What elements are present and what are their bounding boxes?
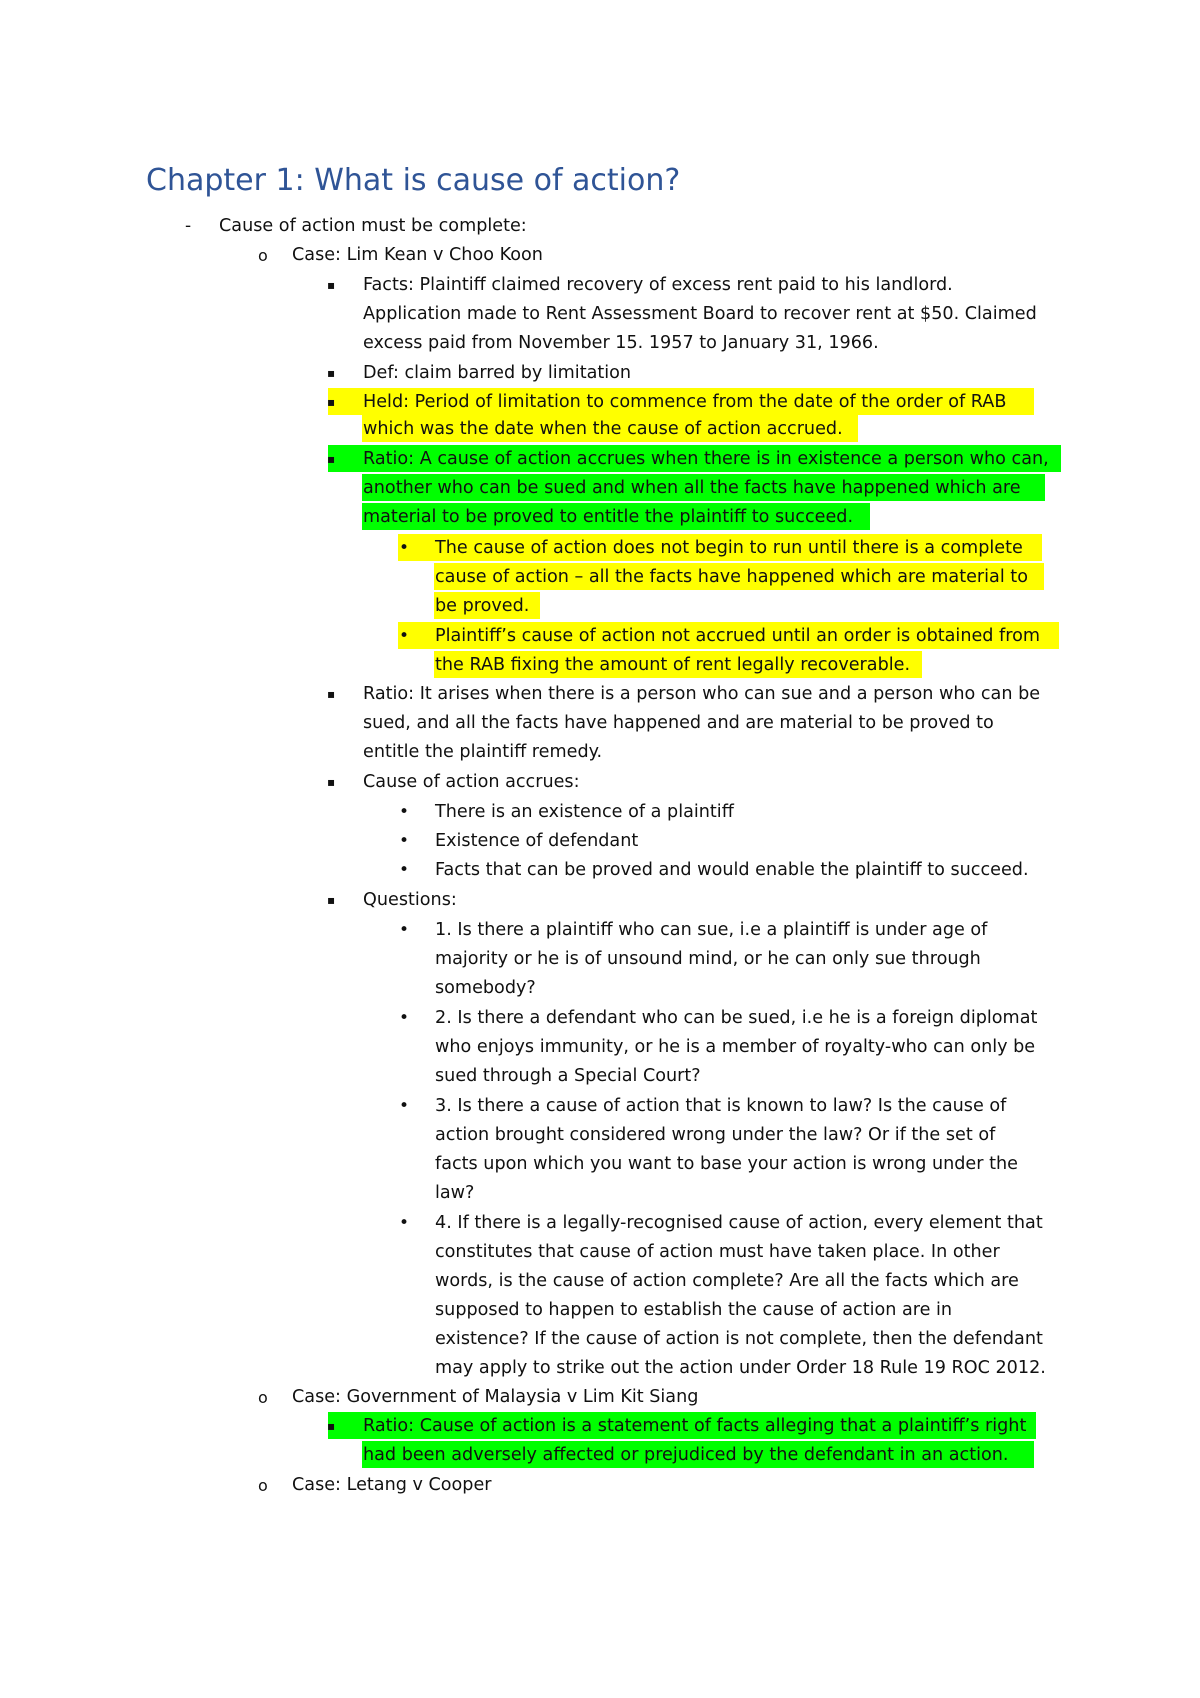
case-heading: Case: Lim Kean v Choo Koon — [292, 245, 543, 265]
bullet-marker: • — [399, 1213, 410, 1233]
square-marker: ▪ — [327, 366, 336, 380]
list-item: Facts: Plaintiff claimed recovery of excess rent paid to his landlord. — [363, 275, 953, 295]
sub-point: Existence of defendant — [435, 831, 639, 851]
question-item: 1. Is there a plaintiff who can sue, i.e a plaintiff is under age of — [435, 920, 988, 940]
ratio-item-continuation: another who can be sued and when all the facts have happened which are — [363, 478, 1021, 498]
question-continuation: majority or he is of unsound mind, or he can only sue through — [435, 949, 981, 969]
circle-marker: o — [258, 246, 268, 265]
question-continuation: sued through a Special Court? — [435, 1066, 701, 1086]
question-continuation: law? — [435, 1183, 475, 1203]
bullet-marker: • — [399, 860, 410, 880]
sub-point: Plaintiff’s cause of action not accrued until an order is obtained from — [435, 626, 1040, 646]
sub-point-continuation: cause of action – all the facts have happened which are material to — [435, 567, 1028, 587]
question-item: 4. If there is a legally-recognised cause of action, every element that — [435, 1213, 1043, 1233]
question-continuation: who enjoys immunity, or he is a member of royalty-who can only be — [435, 1037, 1036, 1057]
sub-point-continuation: the RAB fixing the amount of rent legally recoverable. — [435, 655, 911, 675]
square-marker: ▪ — [327, 278, 336, 292]
square-marker: ▪ — [327, 452, 336, 466]
sub-point: Facts that can be proved and would enable the plaintiff to succeed. — [435, 860, 1029, 880]
bullet-marker: • — [399, 920, 410, 940]
list-item-continuation: entitle the plaintiff remedy. — [363, 742, 603, 762]
square-marker: ▪ — [327, 687, 336, 701]
square-marker: ▪ — [327, 893, 336, 907]
sub-point: The cause of action does not begin to run until there is a complete — [435, 538, 1023, 558]
held-item-continuation: which was the date when the cause of action accrued. — [363, 419, 843, 439]
bullet-marker: • — [399, 538, 410, 558]
square-marker: ▪ — [327, 1419, 336, 1433]
square-marker: ▪ — [327, 775, 336, 789]
bullet-marker: • — [399, 1096, 410, 1116]
question-item: 3. Is there a cause of action that is known to law? Is the cause of — [435, 1096, 1007, 1116]
question-continuation: facts upon which you want to base your action is wrong under the — [435, 1154, 1018, 1174]
list-item-continuation: sued, and all the facts have happened and are material to be proved to — [363, 713, 994, 733]
question-continuation: words, is the cause of action complete? Are all the facts which are — [435, 1271, 1019, 1291]
case-heading: Case: Government of Malaysia v Lim Kit Siang — [292, 1387, 699, 1407]
chapter-heading: Chapter 1: What is cause of action? — [146, 163, 681, 198]
sub-point: There is an existence of a plaintiff — [435, 802, 734, 822]
dash-marker: - — [185, 216, 192, 236]
question-continuation: existence? If the cause of action is not complete, then the defendant — [435, 1329, 1043, 1349]
square-marker: ▪ — [327, 395, 336, 409]
ratio-item-continuation: had been adversely affected or prejudiced by the defendant in an action. — [363, 1445, 1009, 1465]
list-item: Ratio: It arises when there is a person who can sue and a person who can be — [363, 684, 1041, 704]
ratio-item-continuation: material to be proved to entitle the plaintiff to succeed. — [363, 507, 854, 527]
question-continuation: somebody? — [435, 978, 536, 998]
question-item: 2. Is there a defendant who can be sued, i.e he is a foreign diplomat — [435, 1008, 1038, 1028]
question-continuation: action brought considered wrong under the law? Or if the set of — [435, 1125, 996, 1145]
sub-point-continuation: be proved. — [435, 596, 530, 616]
list-item-continuation: Application made to Rent Assessment Board to recover rent at $50. Claimed — [363, 304, 1037, 324]
bullet-marker: • — [399, 626, 410, 646]
list-item: Cause of action must be complete: — [219, 216, 527, 236]
bullet-marker: • — [399, 802, 410, 822]
list-item: Cause of action accrues: — [363, 772, 580, 792]
list-item-continuation: excess paid from November 15. 1957 to January 31, 1966. — [363, 333, 879, 353]
question-continuation: supposed to happen to establish the cause of action are in — [435, 1300, 953, 1320]
list-item: Def: claim barred by limitation — [363, 363, 632, 383]
question-continuation: constitutes that cause of action must have taken place. In other — [435, 1242, 1000, 1262]
ratio-item: Ratio: Cause of action is a statement of facts alleging that a plaintiff’s right — [363, 1416, 1027, 1436]
bullet-marker: • — [399, 831, 410, 851]
circle-marker: o — [258, 1388, 268, 1407]
case-heading: Case: Letang v Cooper — [292, 1475, 492, 1495]
ratio-item: Ratio: A cause of action accrues when there is in existence a person who can, — [363, 449, 1049, 469]
circle-marker: o — [258, 1476, 268, 1495]
bullet-marker: • — [399, 1008, 410, 1028]
list-item: Questions: — [363, 890, 457, 910]
held-item: Held: Period of limitation to commence from the date of the order of RAB — [363, 392, 1007, 412]
question-continuation: may apply to strike out the action under Order 18 Rule 19 ROC 2012. — [435, 1358, 1046, 1378]
